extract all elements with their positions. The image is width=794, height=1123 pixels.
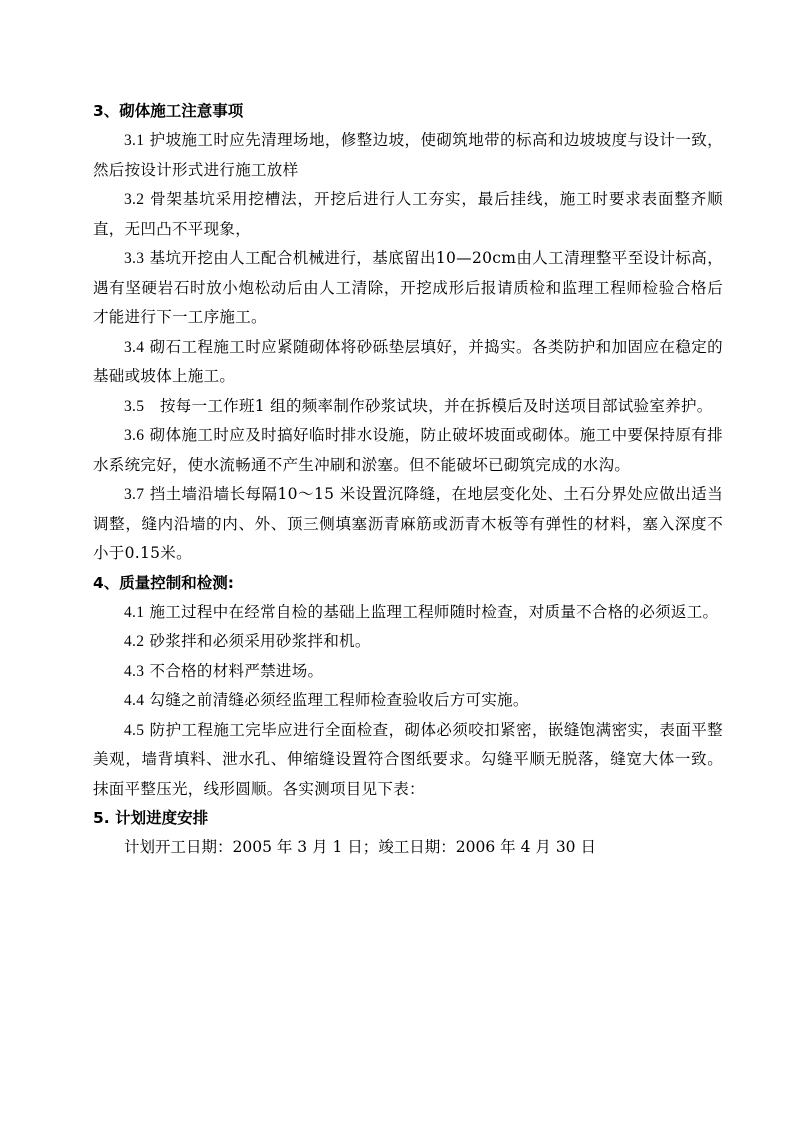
clause-3-6	[93, 421, 723, 480]
schedule-dates: 计划开工日期：2005 年 3 月 1 日；竣工日期：2006 年 4 月 30 日	[124, 838, 596, 856]
section-heading: 3、砌体施工注意事项	[93, 102, 244, 120]
clause-number: 3.2	[124, 191, 145, 208]
clause-number: 3.6	[124, 427, 145, 444]
clause-text: 勾缝之前清缝必须经监理工程师检查验收后方可实施。	[149, 691, 529, 709]
clause-text: 基坑开挖由人工配合机械进行，基底留出10—20cm由人工清理整平至设计标高，遇有坚硬岩石时放小炮松动后由人工清除，开挖成形后报请质检和监理工程师检验合格后才能进行下一工序施工。	[93, 249, 724, 326]
clause-4-4	[93, 686, 723, 716]
clause-3-3	[93, 244, 723, 333]
section-5	[93, 804, 723, 863]
clause-number: 4.1	[124, 603, 145, 621]
clause-3-5	[93, 392, 723, 422]
clause-text: 按每一工作班1 组的频率制作砂浆试块，并在拆模后及时送项目部试验室养护。	[159, 396, 713, 415]
clause-text: 骨架基坑采用挖槽法，开挖后进行人工夯实，最后挂线，施工时要求表面整齐顺直，无凹凸不平现象，	[93, 190, 723, 238]
clause-text: 施工过程中在经常自检的基础上监理工程师随时检查，对质量不合格的必须返工。	[149, 602, 719, 621]
clause-4-5	[93, 716, 723, 805]
clause-number: 4.2	[124, 633, 145, 650]
clause-number: 4.3	[124, 662, 145, 680]
clause-4-2	[93, 627, 723, 657]
clause-text: 砂浆拌和必须采用砂浆拌和机。	[149, 632, 371, 650]
section-heading: 5. 计划进度安排	[93, 809, 209, 827]
clause-3-1	[93, 126, 723, 185]
clause-number: 3.7	[124, 486, 145, 503]
clause-number: 4.5	[124, 721, 145, 739]
clause-3-4	[93, 333, 723, 392]
clause-text: 护坡施工时应先清理场地，修整边坡，使砌筑地带的标高和边坡坡度与设计一致，然后按设计形式进行施工放样	[93, 131, 723, 179]
section-4	[93, 569, 723, 805]
clause-text: 挡土墙沿墙长每隔10～15 米设置沉降缝，在地层变化处、土石分界处应做出适当调整，缝内沿墙的内、外、顶三侧填塞沥青麻筋或沥青木板等有弹性的材料，塞入深度不小于0.15米。	[93, 485, 723, 562]
clause-text: 不合格的材料严禁进场。	[149, 661, 324, 680]
clause-number: 3.5	[124, 397, 145, 415]
section-3	[93, 97, 723, 569]
section-heading: 4、质量控制和检测:	[93, 573, 234, 592]
clause-3-2	[93, 185, 723, 244]
clause-text: 砌石工程施工时应紧随砌体将砂砾垫层填好，并捣实。各类防护和加固应在稳定的基础或坡体上施工。	[93, 337, 723, 385]
clause-number: 3.3	[124, 250, 145, 267]
clause-4-3	[93, 657, 723, 687]
clause-number: 3.1	[124, 132, 145, 149]
document-page	[93, 97, 723, 863]
clause-text: 砌体施工时应及时搞好临时排水设施，防止破坏坡面或砌体。施工中要保持原有排水系统完好，使水流畅通不产生冲刷和淤塞。但不能破坏已砌筑完成的水沟。	[93, 426, 723, 474]
clause-number: 3.4	[124, 338, 145, 356]
clause-3-7	[93, 480, 723, 569]
clause-number: 4.4	[124, 692, 145, 709]
clause-4-1	[93, 598, 723, 628]
clause-text: 防护工程施工完毕应进行全面检查，砌体必须咬扣紧密，嵌缝饱满密实，表面平整美观，墙背填料、泄水孔、伸缩缝设置符合图纸要求。勾缝平顺无脱落，缝宽大体一致。抹面平整压光，线形圆顺。各实测项目见下表：	[93, 720, 723, 798]
